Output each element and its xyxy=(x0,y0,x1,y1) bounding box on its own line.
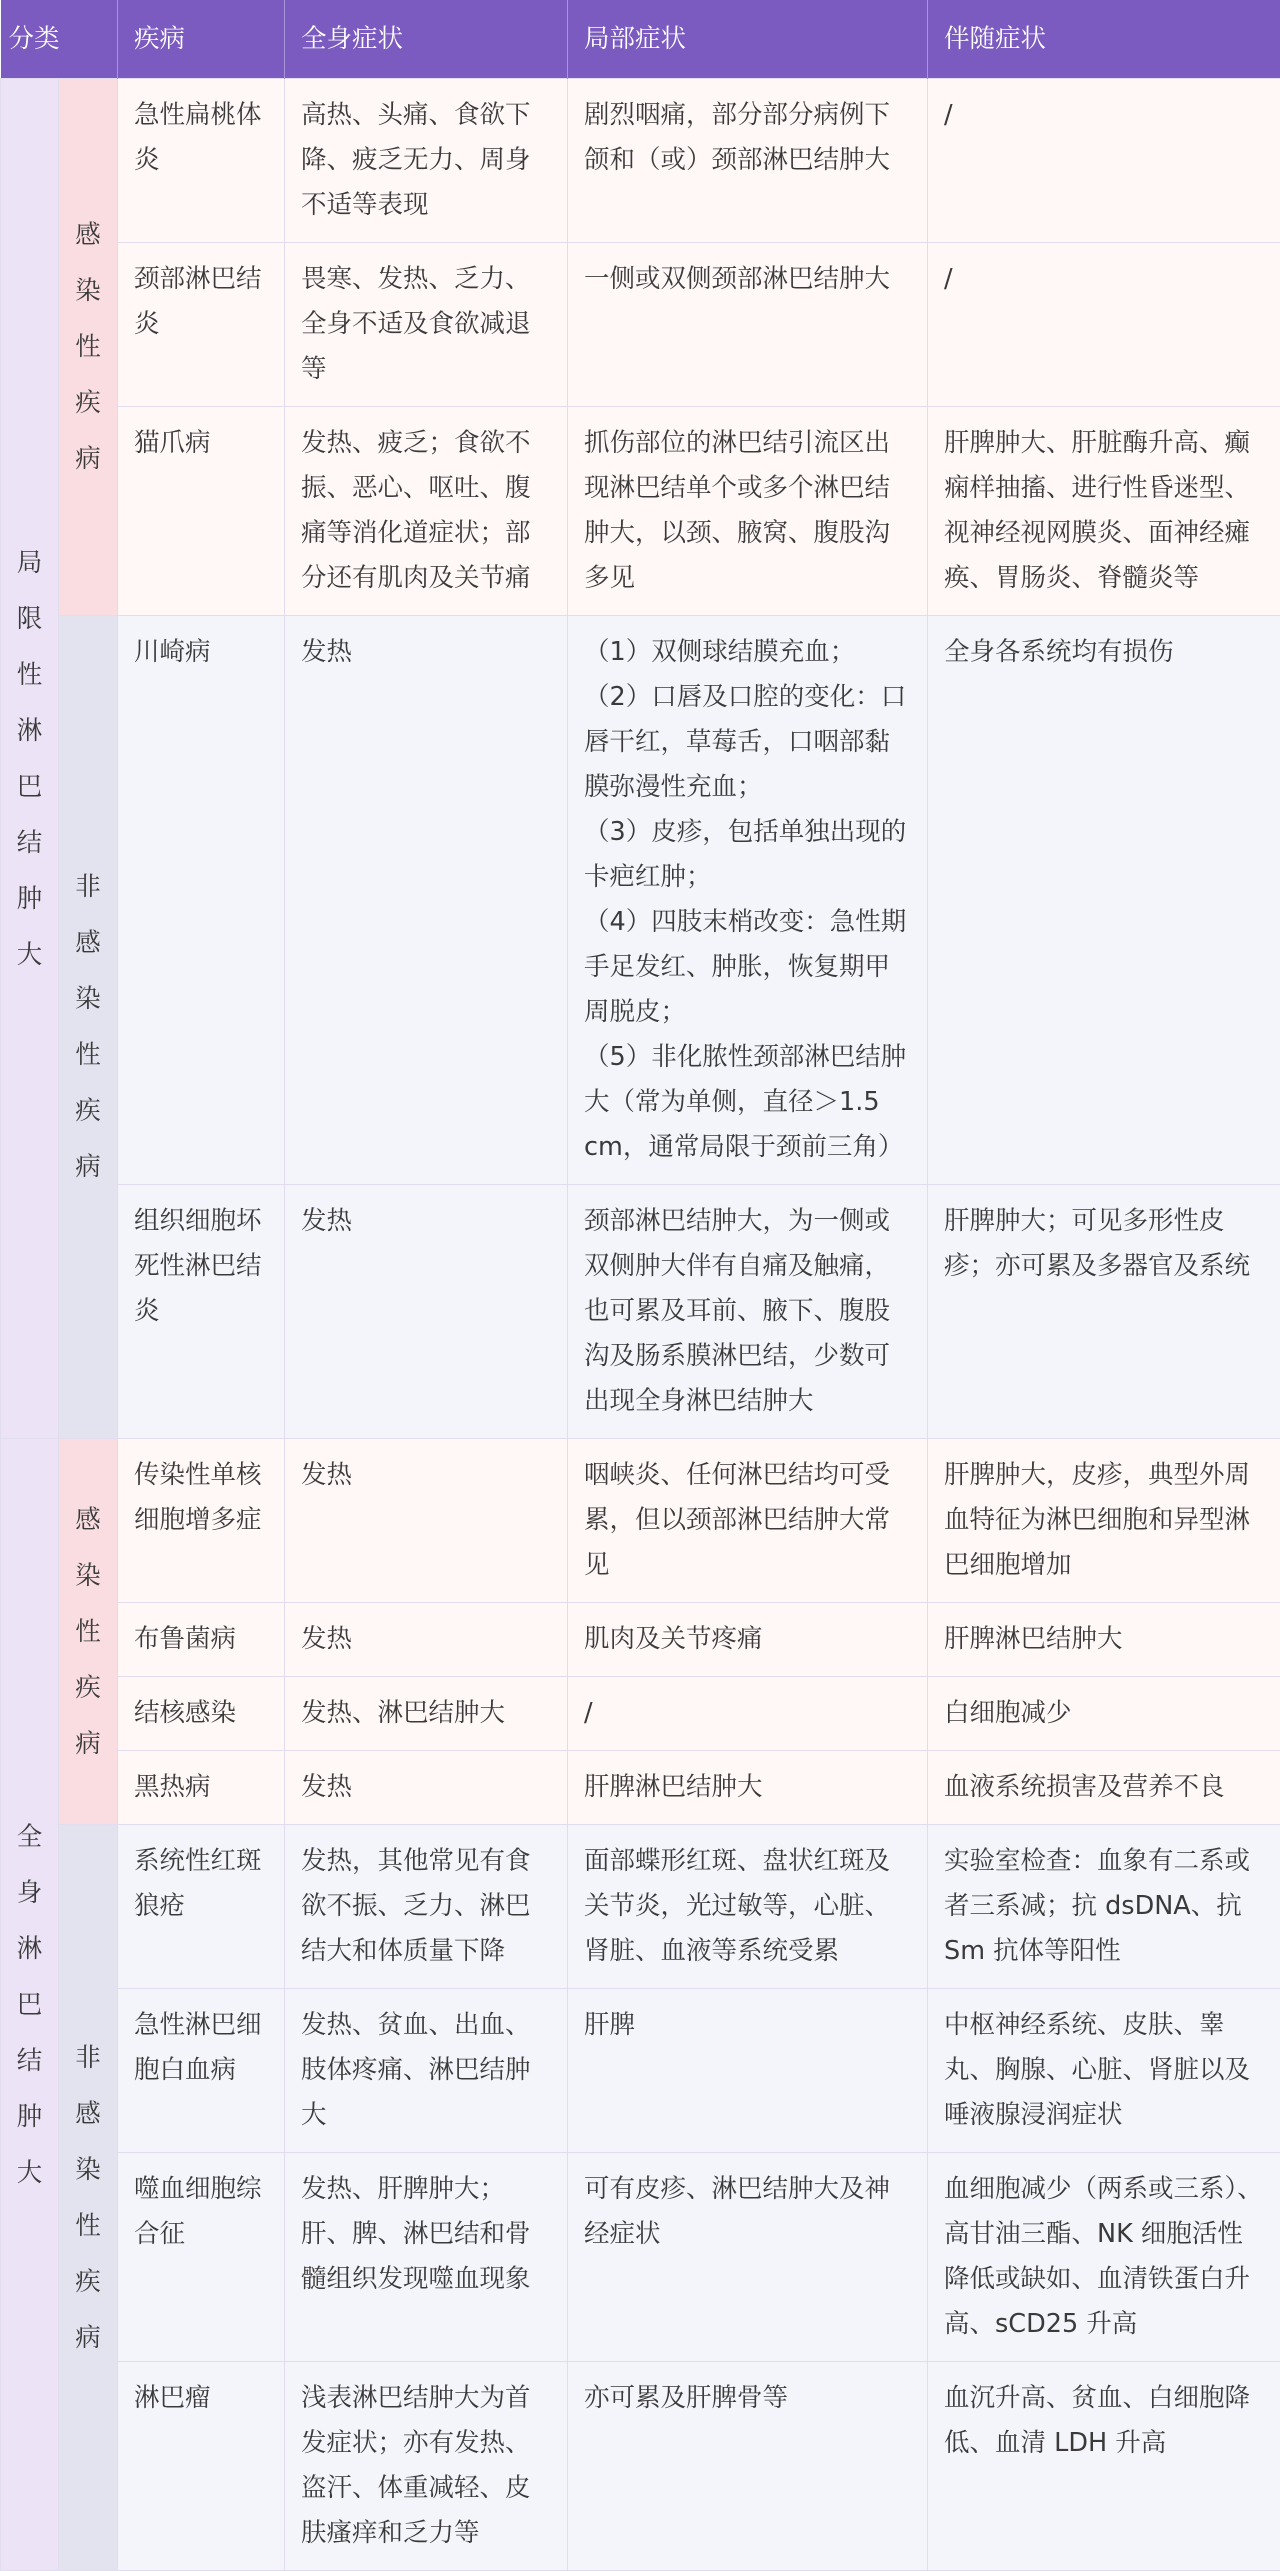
header-row xyxy=(1,0,1280,79)
header-local: 局部症状 xyxy=(568,0,928,79)
local-cell: 肝脾淋巴结肿大 xyxy=(568,1751,928,1825)
table-row xyxy=(1,1989,1280,2153)
subgroup-systemic-noninfectious: 非感染性疾病 xyxy=(59,1825,118,2571)
local-cell: 剧烈咽痛，部分部分病例下颌和（或）颈部淋巴结肿大 xyxy=(568,79,928,243)
disease-cell: 组织细胞坏死性淋巴结炎 xyxy=(118,1185,285,1439)
local-list-item: （3）皮疹，包括单独出现的卡疤红肿； xyxy=(584,810,913,900)
disease-cell: 传染性单核细胞增多症 xyxy=(118,1439,285,1603)
table-row xyxy=(1,1439,1280,1603)
accompanying-cell: 血细胞减少（两系或三系）、高甘油三酯、NK 细胞活性降低或缺如、血清铁蛋白升高、sCD25 升高 xyxy=(928,2153,1280,2362)
disease-cell: 黑热病 xyxy=(118,1751,285,1825)
disease-cell: 系统性红斑狼疮 xyxy=(118,1825,285,1989)
local-cell: 肝脾 xyxy=(568,1989,928,2153)
systemic-cell: 发热，其他常见有食欲不振、乏力、淋巴结大和体质量下降 xyxy=(285,1825,568,1989)
disease-cell: 淋巴瘤 xyxy=(118,2362,285,2571)
group-systemic: 全身淋巴结肿大 xyxy=(1,1439,59,2571)
accompanying-cell: 肝脾淋巴结肿大 xyxy=(928,1603,1280,1677)
table-row xyxy=(1,2153,1280,2362)
disease-cell: 布鲁菌病 xyxy=(118,1603,285,1677)
local-cell: 颈部淋巴结肿大，为一侧或双侧肿大伴有自痛及触痛，也可累及耳前、腋下、腹股沟及肠系膜淋巴结，少数可出现全身淋巴结肿大 xyxy=(568,1185,928,1439)
accompanying-cell: 肝脾肿大，皮疹，典型外周血特征为淋巴细胞和异型淋巴细胞增加 xyxy=(928,1439,1280,1603)
local-cell: 抓伤部位的淋巴结引流区出现淋巴结单个或多个淋巴结肿大，以颈、腋窝、腹股沟多见 xyxy=(568,407,928,616)
local-list-item: （5）非化脓性颈部淋巴结肿大（常为单侧，直径＞1.5 cm，通常局限于颈前三角） xyxy=(584,1035,913,1170)
table-row xyxy=(1,1603,1280,1677)
disease-cell: 川崎病 xyxy=(118,616,285,1185)
table-row xyxy=(1,1677,1280,1751)
local-list-cell xyxy=(568,616,928,1185)
table-row xyxy=(1,407,1280,616)
table-row xyxy=(1,243,1280,407)
table-row xyxy=(1,1751,1280,1825)
accompanying-cell: 血沉升高、贫血、白细胞降低、血清 LDH 升高 xyxy=(928,2362,1280,2571)
systemic-cell: 发热 xyxy=(285,616,568,1185)
accompanying-cell: 血液系统损害及营养不良 xyxy=(928,1751,1280,1825)
systemic-cell: 发热、疲乏；食欲不振、恶心、呕吐、腹痛等消化道症状；部分还有肌肉及关节痛 xyxy=(285,407,568,616)
subgroup-systemic-infectious: 感染性疾病 xyxy=(59,1439,118,1825)
accompanying-cell: 肝脾肿大；可见多形性皮疹；亦可累及多器官及系统 xyxy=(928,1185,1280,1439)
local-list-item: （4）四肢末梢改变：急性期手足发红、肿胀，恢复期甲周脱皮； xyxy=(584,900,913,1035)
local-cell: 一侧或双侧颈部淋巴结肿大 xyxy=(568,243,928,407)
header-accompanying: 伴随症状 xyxy=(928,0,1280,79)
local-cell: 面部蝶形红斑、盘状红斑及关节炎，光过敏等，心脏、肾脏、血液等系统受累 xyxy=(568,1825,928,1989)
disease-cell: 噬血细胞综合征 xyxy=(118,2153,285,2362)
local-cell: 咽峡炎、任何淋巴结均可受累，但以颈部淋巴结肿大常见 xyxy=(568,1439,928,1603)
systemic-cell: 发热、贫血、出血、肢体疼痛、淋巴结肿大 xyxy=(285,1989,568,2153)
systemic-cell: 发热、肝脾肿大；肝、脾、淋巴结和骨髓组织发现噬血现象 xyxy=(285,2153,568,2362)
accompanying-cell: 全身各系统均有损伤 xyxy=(928,616,1280,1185)
disease-cell: 结核感染 xyxy=(118,1677,285,1751)
table-row xyxy=(1,2362,1280,2571)
disease-cell: 猫爪病 xyxy=(118,407,285,616)
systemic-cell: 发热 xyxy=(285,1751,568,1825)
systemic-cell: 发热 xyxy=(285,1603,568,1677)
systemic-cell: 浅表淋巴结肿大为首发症状；亦有发热、盗汗、体重减轻、皮肤瘙痒和乏力等 xyxy=(285,2362,568,2571)
header-systemic: 全身症状 xyxy=(285,0,568,79)
disease-cell: 急性淋巴细胞白血病 xyxy=(118,1989,285,2153)
systemic-cell: 发热 xyxy=(285,1185,568,1439)
disease-cell: 急性扁桃体炎 xyxy=(118,79,285,243)
systemic-cell: 高热、头痛、食欲下降、疲乏无力、周身不适等表现 xyxy=(285,79,568,243)
systemic-cell: 发热、淋巴结肿大 xyxy=(285,1677,568,1751)
header-category: 分类 xyxy=(1,0,118,79)
subgroup-localized-noninfectious: 非感染性疾病 xyxy=(59,616,118,1439)
table-row xyxy=(1,79,1280,243)
table-row xyxy=(1,1825,1280,1989)
accompanying-cell: 白细胞减少 xyxy=(928,1677,1280,1751)
accompanying-cell: 实验室检查：血象有二系或者三系减；抗 dsDNA、抗 Sm 抗体等阳性 xyxy=(928,1825,1280,1989)
local-list-item: （1）双侧球结膜充血； xyxy=(584,630,913,675)
local-list-item: （2）口唇及口腔的变化：口唇干红，草莓舌，口咽部黏膜弥漫性充血； xyxy=(584,675,913,810)
local-cell: 肌肉及关节疼痛 xyxy=(568,1603,928,1677)
group-localized: 局限性淋巴结肿大 xyxy=(1,79,59,1439)
local-cell: 可有皮疹、淋巴结肿大及神经症状 xyxy=(568,2153,928,2362)
header-disease: 疾病 xyxy=(118,0,285,79)
accompanying-cell: / xyxy=(928,243,1280,407)
subgroup-localized-infectious: 感染性疾病 xyxy=(59,79,118,616)
accompanying-cell: 中枢神经系统、皮肤、睾丸、胸腺、心脏、肾脏以及唾液腺浸润症状 xyxy=(928,1989,1280,2153)
local-cell: / xyxy=(568,1677,928,1751)
disease-cell: 颈部淋巴结炎 xyxy=(118,243,285,407)
local-cell: 亦可累及肝脾骨等 xyxy=(568,2362,928,2571)
accompanying-cell: / xyxy=(928,79,1280,243)
table-row xyxy=(1,1185,1280,1439)
table-row xyxy=(1,616,1280,1185)
systemic-cell: 畏寒、发热、乏力、全身不适及食欲减退等 xyxy=(285,243,568,407)
systemic-cell: 发热 xyxy=(285,1439,568,1603)
accompanying-cell: 肝脾肿大、肝脏酶升高、癫痫样抽搐、进行性昏迷型、视神经视网膜炎、面神经瘫痪、胃肠炎、脊髓炎等 xyxy=(928,407,1280,616)
